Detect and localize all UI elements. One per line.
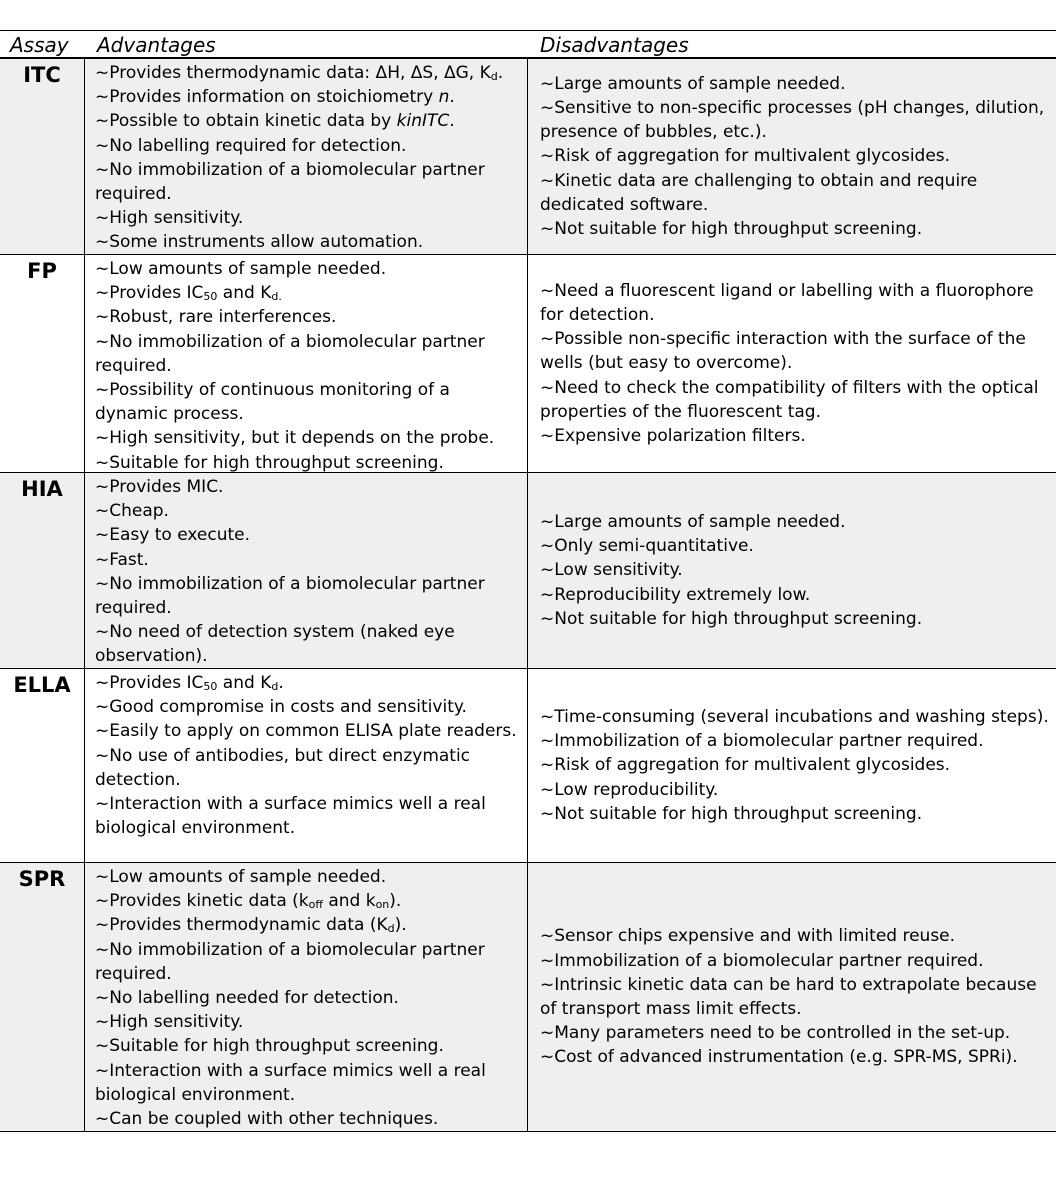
list-item: ~Not suitable for high throughput screening. [540,608,923,629]
list-item: ~Cheap. [95,501,169,522]
list-item: ~Possibility of continuous monitoring of a dynamic process. [95,380,450,425]
list-item: ~Not suitable for high throughput screening. [540,219,923,239]
list-item: ~Large amounts of sample needed. [540,73,846,94]
list-item: ~Low sensitivity. [540,560,683,581]
list-item: ~Many parameters need to be controlled in the set-up. [540,1023,1011,1044]
advantages-cell [85,59,528,254]
list-item: ~Provides MIC. [95,477,224,497]
assay-name: FP [0,255,85,472]
list-item: ~Not suitable for high throughput screening. [540,803,923,824]
list-item: ~No labelling needed for detection. [95,988,399,1009]
list-item: ~Provides $IC_{50}$ and $K_d$. [95,673,284,693]
list-item: ~Easily to apply on common ELISA plate readers. [95,721,517,742]
list-item: ~Provides information on stoichiometry n. [95,87,455,108]
list-item: ~High sensitivity. [95,1012,244,1033]
assay-name: HIA [0,473,85,668]
list-item: ~Provides thermodynamic data: ΔH, ΔS, ΔG, $K_d$. [95,63,504,83]
list-item: ~Easy to execute. [95,525,251,546]
list-item: ~Suitable for high throughput screening. [95,1036,444,1057]
list-item: ~No immobilization of a biomolecular partner required. [95,331,485,376]
disadvantages-cell [528,863,1056,1131]
list-item: ~Risk of aggregation for multivalent glycosides. [540,146,951,167]
advantages-cell [85,473,528,668]
list-item: ~Kinetic data are challenging to obtain and require dedicated software. [540,170,978,215]
disadvantages-cell [528,473,1056,668]
list-item: ~Time-consuming (several incubations and washing steps). [540,706,1049,727]
list-item: ~Fast. [95,549,149,570]
list-item: ~Low amounts of sample needed. [95,259,387,279]
disadvantages-cell [528,669,1056,862]
table-row-ella [0,669,1056,863]
table-row-spr [0,863,1056,1132]
header-advantages: Advantages [97,33,216,57]
table-row-itc [0,59,1056,255]
disadvantages-cell [528,59,1056,254]
table-row-hia [0,473,1056,669]
disadvantages-cell [528,255,1056,472]
list-item: ~Sensor chips expensive and with limited reuse. [540,926,956,947]
assay-name: ITC [0,59,85,254]
list-item: ~Expensive polarization filters. [540,426,806,446]
list-item: ~Need a fluorescent ligand or labelling with a fluorophore for detection. [540,280,1034,325]
assay-name: SPR [0,863,85,1131]
list-item: ~Interaction with a surface mimics well a real biological environment. [95,794,486,839]
header-disadvantages: Disadvantages [540,33,689,57]
comparison-table [0,30,1056,1132]
list-item: ~Risk of aggregation for multivalent glycosides. [540,755,951,776]
list-item: ~Need to check the compatibility of filters with the optical properties of the fluorescent tag. [540,377,1039,422]
assay-name: ELLA [0,669,85,862]
list-item: ~Only semi-quantitative. [540,536,754,557]
advantages-cell [85,863,528,1131]
list-item: ~Low amounts of sample needed. [95,867,387,887]
list-item: ~Good compromise in costs and sensitivity. [95,697,467,718]
advantages-cell [85,669,528,862]
list-item: ~High sensitivity, but it depends on the probe. [95,428,495,449]
list-item: ~Possible to obtain kinetic data by kinITC. [95,111,455,132]
advantages-cell [85,255,528,472]
table-row-fp [0,255,1056,473]
list-item: ~No need of detection system (naked eye observation). [95,622,455,667]
list-item: ~Some instruments allow automation. [95,232,424,253]
list-item: ~Cost of advanced instrumentation (e.g. SPR-MS, SPRi). [540,1047,1018,1068]
list-item: ~Immobilization of a biomolecular partner required. [540,731,984,752]
list-item: ~Robust, rare interferences. [95,307,337,328]
list-item: ~Provides kinetic data ($k_{off}$ and $k_{on}$). [95,891,402,912]
header-assay: Assay [10,33,69,57]
list-item: ~No use of antibodies, but direct enzymatic detection. [95,745,471,790]
list-item: ~Provides thermodynamic data $(K_d)$. [95,915,407,936]
list-item: ~Low reproducibility. [540,779,719,800]
list-item: ~No immobilization of a biomolecular partner required. [95,939,485,984]
list-item: ~Possible non-specific interaction with the surface of the wells (but easy to overcome). [540,329,1026,374]
list-item: ~Immobilization of a biomolecular partner required. [540,950,984,971]
list-item: ~Interaction with a surface mimics well a real biological environment. [95,1060,486,1105]
list-item: ~Sensitive to non-specific processes (pH changes, dilution, presence of bubbles, etc.). [540,97,1045,143]
list-item: ~No labelling required for detection. [95,135,407,156]
list-item: ~Intrinsic kinetic data can be hard to extrapolate because of transport mass limit effects. [540,974,1037,1019]
list-item: ~Provides $IC_{50}$ and $K_{d.}$ [95,283,282,304]
table-header [0,30,1056,59]
list-item: ~High sensitivity. [95,208,244,229]
list-item: ~No immobilization of a biomolecular partner required. [95,573,485,619]
list-item: ~Suitable for high throughput screening. [95,452,444,473]
list-item: ~Large amounts of sample needed. [540,511,846,532]
list-item: ~Reproducibility extremely low. [540,584,811,605]
list-item: ~Can be coupled with other techniques. [95,1109,439,1130]
list-item: ~No immobilization of a biomolecular partner required. [95,159,485,205]
